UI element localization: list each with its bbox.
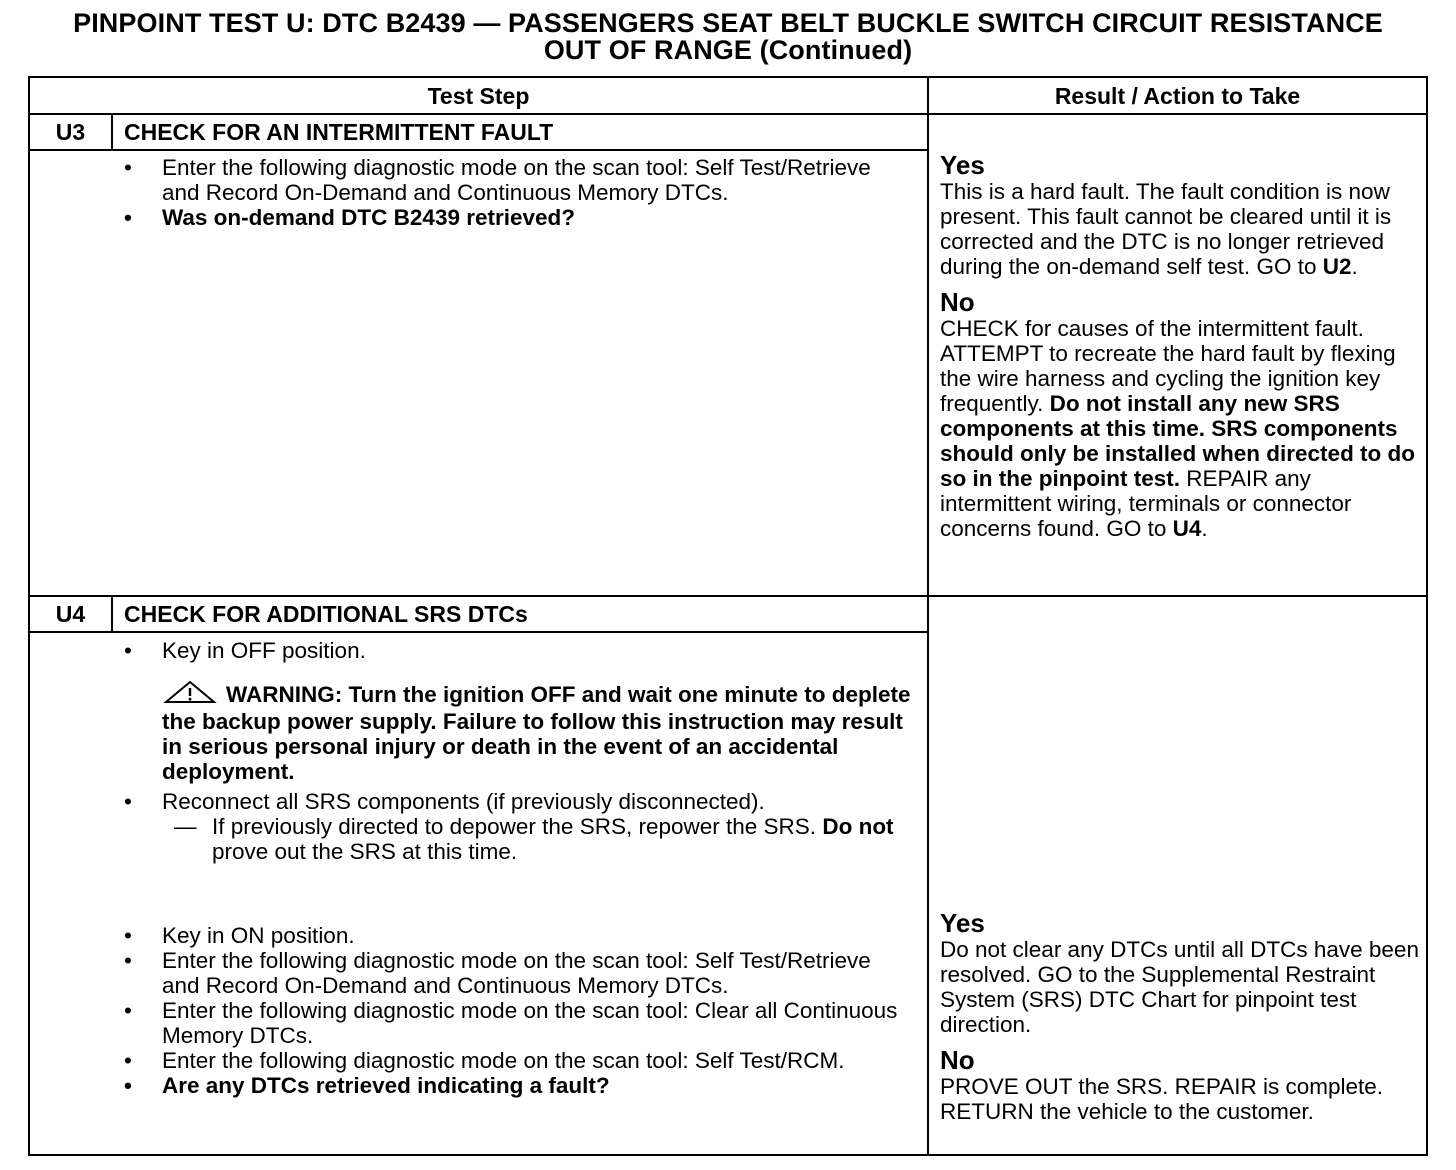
warning-block	[124, 680, 914, 784]
u3-step-2-question: Was on-demand DTC B2439 retrieved?	[162, 205, 576, 230]
step-title-u3: CHECK FOR AN INTERMITTENT FAULT	[124, 119, 554, 145]
step-id-u3: U3	[55, 119, 86, 145]
id-column-divider-u4	[111, 596, 113, 632]
u4-no-label: No	[940, 1045, 975, 1075]
title-line-1: PINPOINT TEST U: DTC B2439 — PASSENGERS SEAT BELT BUCKLE SWITCH CIRCUIT RESISTANCE	[73, 8, 1383, 38]
u3-results	[940, 152, 1420, 541]
bullet: •	[124, 998, 132, 1023]
u3-yes-text: This is a hard fault. The fault condition is now present. This fault cannot be cleared until it is corrected and the DTC is no longer retrieved during the on-demand self test. GO to U2.	[940, 179, 1392, 279]
u3-yes-label: Yes	[940, 150, 985, 180]
u3-title-divider	[30, 149, 928, 151]
u3-yes-goto: U2	[1322, 254, 1352, 279]
u3-no-label: No	[940, 287, 975, 317]
list-item	[124, 1073, 914, 1098]
bullet: •	[124, 205, 132, 230]
sub-step: — If previously directed to depower the SRS, repower the SRS. Do not prove out the SRS at this time.	[174, 814, 894, 864]
step-title-u4: CHECK FOR ADDITIONAL SRS DTCs	[124, 601, 528, 627]
bullet: •	[124, 948, 132, 973]
u4-step-5: Enter the following diagnostic mode on the scan tool: Clear all Continuous Memory DTCs.	[162, 998, 898, 1048]
list-item	[124, 998, 914, 1048]
step-id-u4: U4	[55, 601, 86, 627]
header-result-action: Result / Action to Take	[1054, 83, 1301, 109]
u3-test-steps	[124, 155, 914, 230]
u4-no-text: PROVE OUT the SRS. REPAIR is complete. RETURN the vehicle to the customer.	[940, 1074, 1384, 1124]
list-item	[124, 638, 914, 663]
list-item	[124, 1048, 914, 1073]
list-item	[124, 923, 914, 948]
title-line-2: OUT OF RANGE (Continued)	[543, 35, 913, 65]
u4-step-2: Reconnect all SRS components (if previously disconnected).	[162, 789, 765, 814]
pinpoint-test-table	[28, 76, 1428, 1156]
u4-yes-label: Yes	[940, 908, 985, 938]
bullet: •	[124, 1048, 132, 1073]
list-item	[124, 155, 914, 205]
warning-triangle-icon	[162, 680, 218, 709]
u4-test-steps-b	[124, 923, 914, 1098]
bullet: •	[124, 155, 132, 180]
list-item	[124, 789, 914, 814]
u4-step-6: Enter the following diagnostic mode on the scan tool: Self Test/RCM.	[162, 1048, 845, 1073]
bullet: •	[124, 923, 132, 948]
u4-step-7-question: Are any DTCs retrieved indicating a fault?	[162, 1073, 610, 1098]
u4-results	[940, 910, 1420, 1124]
u4-step-1: Key in OFF position.	[162, 638, 366, 663]
u4-test-steps-a	[124, 638, 914, 864]
u3-no-goto: U4	[1172, 516, 1202, 541]
u4-title-divider	[30, 631, 928, 633]
bullet: •	[124, 638, 132, 663]
bullet: •	[124, 1073, 132, 1098]
u4-step-3: Key in ON position.	[162, 923, 355, 948]
bullet: •	[124, 789, 132, 814]
list-item	[124, 948, 914, 998]
u3-no-caution: Do not install any new SRS components at this time. SRS components should only be installed when directed to do so in the pinpoint test.	[940, 391, 1416, 491]
list-item	[124, 205, 914, 230]
column-divider	[927, 78, 929, 1154]
u3-no-text: CHECK for causes of the intermittent fault. ATTEMPT to recreate the hard fault by flexing the wire harness and cycling the ignition key frequently. Do not install any new SRS components at this time. SRS components should only be installed when directed to do so in the pinpoint test. REPAIR any intermittent wiring, terminals or connector concerns found. GO to U4.	[940, 316, 1416, 541]
id-column-divider-u3	[111, 114, 113, 150]
warning-text: WARNING: Turn the ignition OFF and wait one minute to deplete the backup power supply. Failure to follow this instruction may result in serious personal injury or death in the event of an accidental deployment.	[162, 682, 911, 784]
u3-step-1: Enter the following diagnostic mode on the scan tool: Self Test/Retrieve and Record On-Demand and Continuous Memory DTCs.	[162, 155, 871, 205]
page-title	[20, 10, 1436, 64]
dash-mark: —	[174, 814, 197, 839]
header-test-step: Test Step	[427, 83, 530, 109]
u4-yes-text: Do not clear any DTCs until all DTCs have been resolved. GO to the Supplemental Restraint System (SRS) DTC Chart for pinpoint test direction.	[940, 937, 1419, 1037]
u4-step-4: Enter the following diagnostic mode on the scan tool: Self Test/Retrieve and Record On-Demand and Continuous Memory DTCs.	[162, 948, 871, 998]
